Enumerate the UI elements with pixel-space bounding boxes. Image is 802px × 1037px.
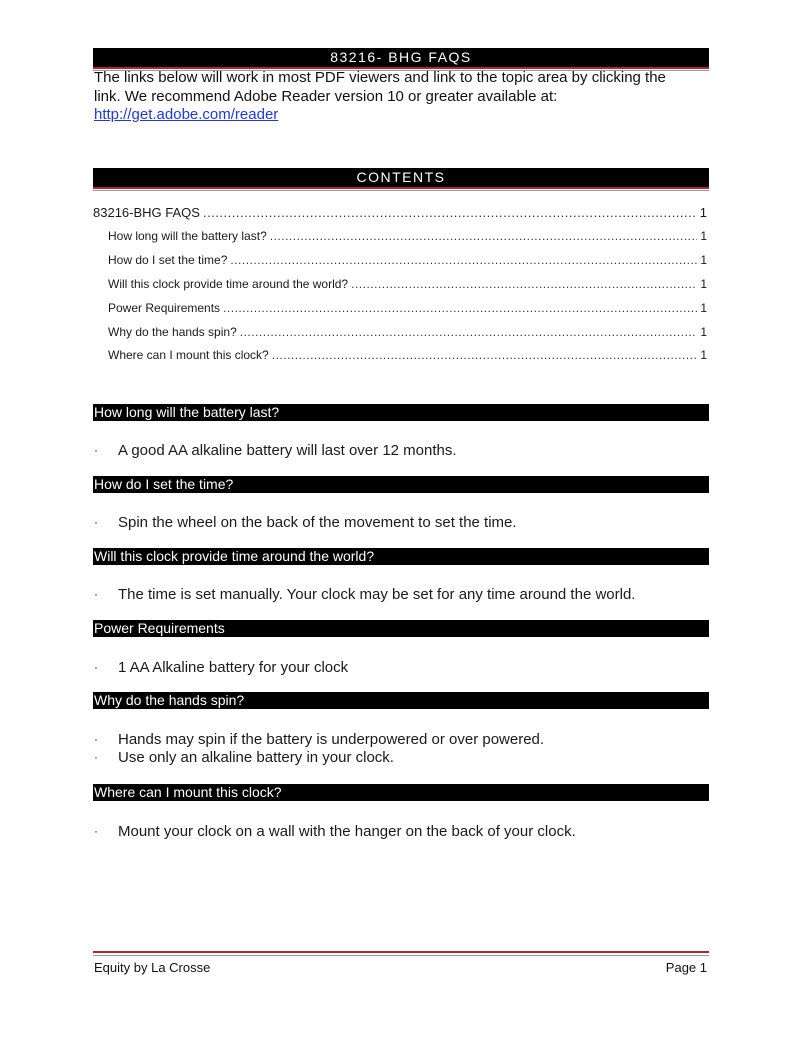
intro-paragraph <box>94 69 706 125</box>
section-heading-battery: How long will the battery last? <box>93 404 709 421</box>
bullet-marker: · <box>94 660 98 674</box>
section-heading-mount: Where can I mount this clock? <box>93 784 709 801</box>
toc-page: 1 <box>700 348 707 362</box>
bullet-item <box>94 822 704 841</box>
toc-page: 1 <box>700 325 707 339</box>
toc-label: How long will the battery last? <box>108 229 267 243</box>
bullet-marker: · <box>94 443 98 457</box>
bullet-text: Spin the wheel on the back of the movement to set the time. <box>118 514 517 531</box>
toc-entry-mount[interactable] <box>93 348 707 364</box>
bullet-text: Use only an alkaline battery in your clock. <box>118 749 394 766</box>
toc-entry-world-time[interactable] <box>93 277 707 293</box>
bullet-item <box>94 513 704 532</box>
toc-leader <box>203 205 697 220</box>
toc-page: 1 <box>699 205 707 220</box>
bullet-text: Hands may spin if the battery is underpowered or over powered. <box>118 731 545 748</box>
bullet-marker: · <box>94 732 98 746</box>
toc-label: Where can I mount this clock? <box>108 348 269 362</box>
bullet-text: Mount your clock on a wall with the hanger on the back of your clock. <box>118 823 576 840</box>
footer-rule-gray <box>93 955 709 956</box>
toc-entry-faqs[interactable] <box>93 205 707 221</box>
bullet-marker: · <box>94 515 98 529</box>
footer-rule-red <box>93 951 709 953</box>
toc-page: 1 <box>700 253 707 267</box>
adobe-reader-link[interactable]: http://get.adobe.com/reader <box>94 106 279 123</box>
intro-line-2: link. We recommend Adobe Reader version 10 or greater available at: <box>94 87 558 105</box>
section-heading-power: Power Requirements <box>93 620 709 637</box>
bullet-text: The time is set manually. Your clock may be set for any time around the world. <box>118 586 636 603</box>
page-title: 83216- BHG FAQS <box>93 48 709 67</box>
toc-page: 1 <box>700 301 707 315</box>
footer-brand: Equity by La Crosse <box>94 960 211 975</box>
contents-rule-red <box>93 187 709 189</box>
toc-page: 1 <box>700 277 707 291</box>
toc-leader <box>240 325 698 339</box>
footer-page-number: Page 1 <box>665 960 707 975</box>
toc-entry-set-time[interactable] <box>93 253 707 269</box>
bullet-item <box>94 658 704 677</box>
bullet-marker: · <box>94 750 98 764</box>
bullet-item <box>94 730 704 749</box>
bullet-item <box>94 441 704 460</box>
toc-label: How do I set the time? <box>108 253 228 267</box>
intro-line-1: The links below will work in most PDF viewers and link to the topic area by clicking the <box>94 69 666 86</box>
bullet-marker: · <box>94 587 98 601</box>
toc-leader <box>272 348 698 362</box>
toc-label: Power Requirements <box>108 301 221 315</box>
bullet-text: 1 AA Alkaline battery for your clock <box>118 659 349 676</box>
toc-leader <box>230 253 697 267</box>
contents-title: CONTENTS <box>93 168 709 187</box>
toc-page: 1 <box>700 229 707 243</box>
toc-label: Will this clock provide time around the world? <box>108 277 349 291</box>
toc-entry-battery[interactable] <box>93 229 707 245</box>
toc-entry-hands-spin[interactable] <box>93 325 707 341</box>
toc-leader <box>223 301 697 315</box>
bullet-item <box>94 748 704 767</box>
toc-leader <box>351 277 697 291</box>
bullet-item <box>94 585 704 604</box>
toc-label: 83216-BHG FAQS <box>93 205 200 220</box>
toc-label: Why do the hands spin? <box>108 325 237 339</box>
section-heading-world-time: Will this clock provide time around the world? <box>93 548 709 565</box>
toc-entry-power[interactable] <box>93 301 707 317</box>
toc-leader <box>270 229 698 243</box>
bullet-marker: · <box>94 824 98 838</box>
section-heading-set-time: How do I set the time? <box>93 476 709 493</box>
bullet-text: A good AA alkaline battery will last over 12 months. <box>118 442 457 459</box>
contents-rule-gray <box>93 190 709 191</box>
section-heading-hands-spin: Why do the hands spin? <box>93 692 709 709</box>
